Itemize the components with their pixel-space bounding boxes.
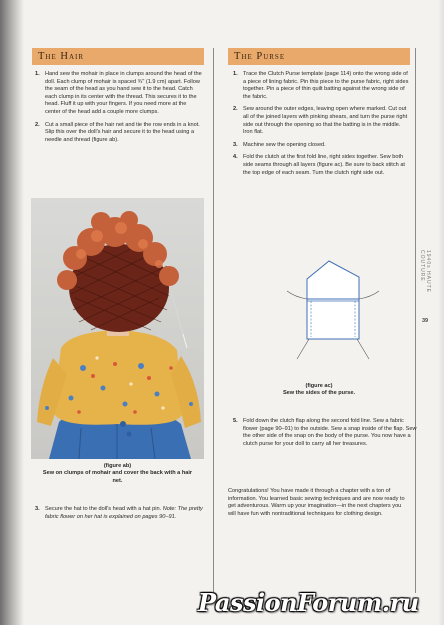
page-number: 39: [422, 318, 429, 324]
purse-step-3: 3. Machine sew the opening closed.: [233, 141, 326, 148]
purse-step-1: 1. Trace the Clutch Purse template (page 114) onto the wrong side of a piece of lining fabric. Pin this piece to the purse fabric, right sides together. Pin a piece of thin quilt batting against the wrong side of the fabric.: [233, 71, 409, 100]
purse-steps: [233, 71, 410, 182]
margin-rule: [415, 48, 416, 593]
hair-step-3: 3. Secure the hat to the doll's head with a hat pin. Note: The pretty fabric flower on her hat is explained on pages 90–91.: [35, 506, 203, 520]
figure-ab-caption: (figure ab) Sew on clumps of mohair and cover the back with a hair net.: [42, 463, 193, 484]
figure-ac-caption: (figure ac) Sew the sides of the purse.: [282, 383, 356, 397]
purse-step-5: 5. Fold down the clutch flap along the second fold line. Sew a fabric flower (page 90–91) to the outside. Sew a snap inside of the flap. Sew the other side of the snap on the body of the purse. You now have a clutch purse for your doll to carry all her treasures.: [233, 418, 417, 447]
hair-steps: [35, 71, 203, 149]
hair-step-2: 2. Cut a small piece of the hair net and tie the row ends in a knot. Slip this over the doll's hair and secure it to the head using a needle and thread (figure ab).: [35, 121, 200, 143]
hair-step-1: 1. Hand sew the mohair in place in clumps around the head of the doll. Each clump of mohair is spaced ¾" (1.9 cm) apart. Follow the seam of the head as you hand sew it to the head. Catch each clump in its center with the thread. This secures it to the head. Fluff it up with your fingers. If you need more at the center of the head add a couple more clumps.: [35, 71, 202, 115]
section-header-hair: The Hair: [32, 48, 204, 65]
section-header-purse: The Purse: [228, 48, 410, 65]
page-edge: [438, 0, 444, 625]
running-head: 1940s HAUTE COUTURE: [419, 250, 431, 293]
doll-photo: [31, 198, 204, 459]
watermark-text: PassionForum.ru: [198, 588, 419, 617]
purse-step-2: 2. Sew around the outer edges, leaving open where marked. Cut out all of the joined layers with pinking shears, and turn the purse right side out through the opening so that the batting is in the middle. Iron flat.: [233, 106, 408, 136]
book-spine-shadow: [0, 0, 24, 625]
closing-paragraph: Congratulations! You have made it through a chapter with a ton of information. You learned basic sewing techniques and are now ready to get adventurous. Warm up your imagination—in the next chapters you will have fun with nontraditional techniques for clothing design.: [228, 488, 405, 517]
purse-step-4: 4. Fold the clutch at the first fold line, right sides together. Sew both side seams through all layers (figure ac). Be sure to back stitch at the top edge of each seam. Turn the clutch right side out.: [233, 154, 405, 176]
purse-diagram: [281, 257, 385, 381]
